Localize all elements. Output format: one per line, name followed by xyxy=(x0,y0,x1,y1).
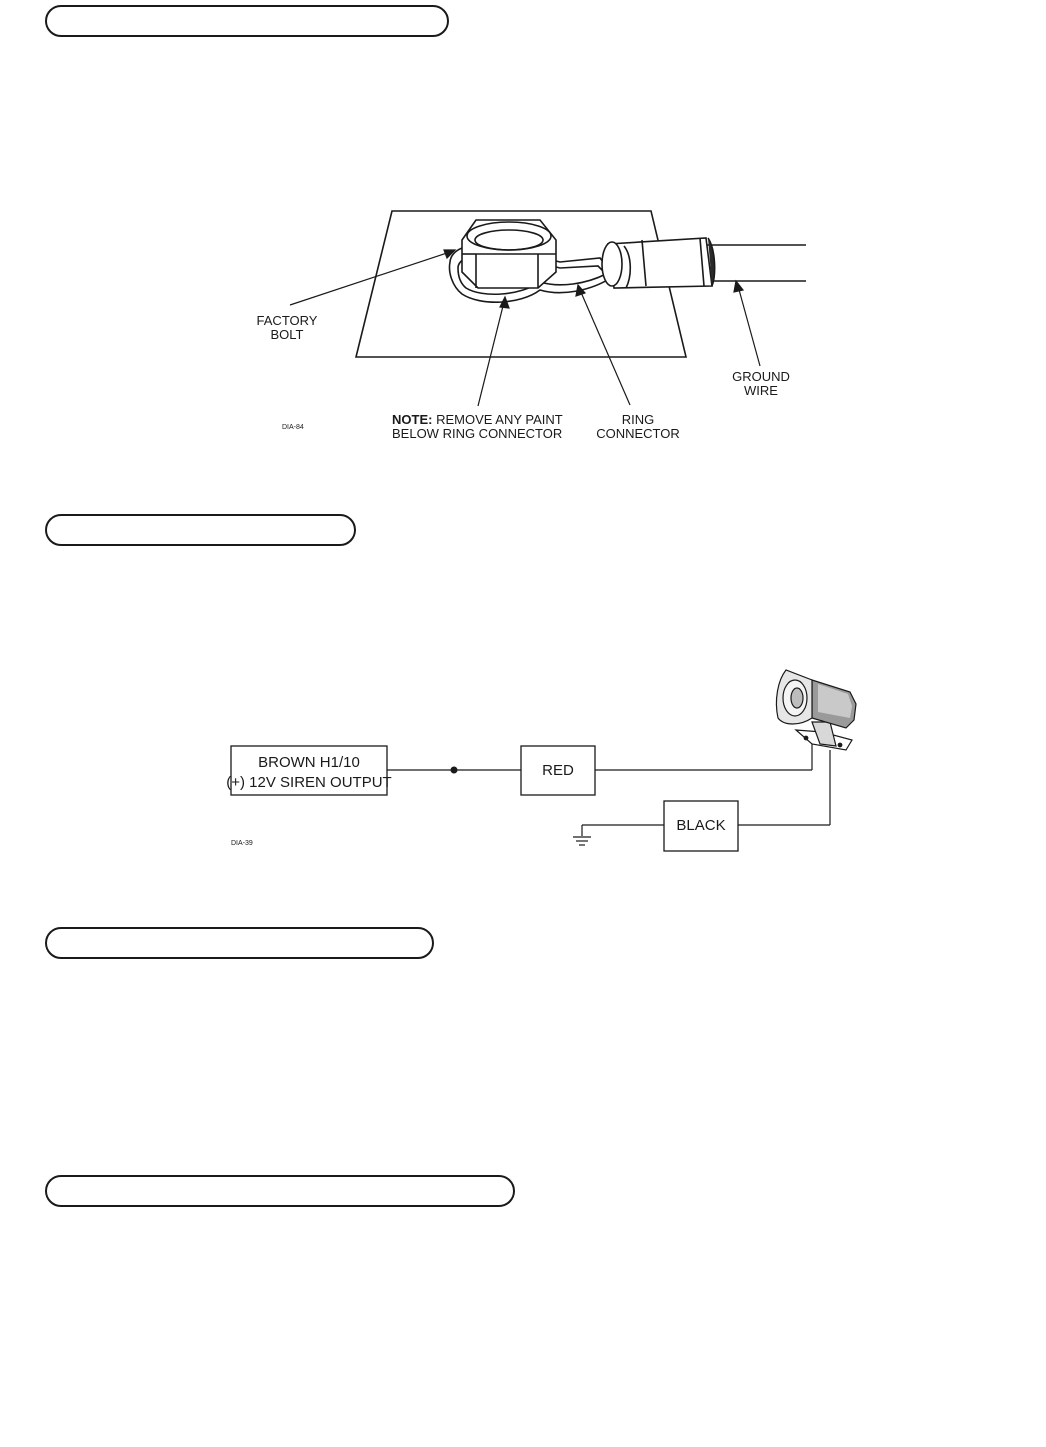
red-wire-label: RED xyxy=(542,762,574,779)
siren-icon xyxy=(776,670,856,750)
ground-wire-label-2: WIRE xyxy=(744,383,778,398)
section-heading-4 xyxy=(45,1175,515,1207)
ring-connector-label-1: RING xyxy=(621,412,655,427)
factory-bolt-label-2: BOLT xyxy=(270,327,304,342)
siren-output-label-2: (+) 12V SIREN OUTPUT xyxy=(226,774,392,791)
black-wire-label: BLACK xyxy=(676,817,726,834)
siren-wiring-diagram xyxy=(0,660,1046,860)
ground-wire-label-1: GROUND xyxy=(732,369,790,384)
section-heading-2 xyxy=(45,514,356,546)
crimp-sleeve xyxy=(602,238,715,288)
factory-bolt-shape xyxy=(462,220,556,288)
diagram-id-ground: DIA-84 xyxy=(282,424,304,431)
siren-output-label-1: BROWN H1/10 xyxy=(258,754,360,771)
section-heading-1 xyxy=(45,5,449,37)
paint-note-prefix: NOTE: xyxy=(392,412,433,427)
ring-connector-label-2: CONNECTOR xyxy=(596,426,680,441)
paint-note-text: REMOVE ANY PAINT xyxy=(432,412,563,427)
diagram-id-siren: DIA-39 xyxy=(231,840,253,847)
ground-symbol-icon xyxy=(573,837,591,845)
siren-wires xyxy=(387,744,830,836)
section-heading-3 xyxy=(45,927,434,959)
paint-note-line-1 xyxy=(392,412,563,427)
factory-bolt-label-1: FACTORY xyxy=(256,313,318,328)
ground-connection-diagram xyxy=(0,200,1046,460)
paint-note-line-2: BELOW RING CONNECTOR xyxy=(392,426,563,441)
wire-junction-dot xyxy=(451,767,458,774)
ground-wire-shape xyxy=(700,245,806,281)
